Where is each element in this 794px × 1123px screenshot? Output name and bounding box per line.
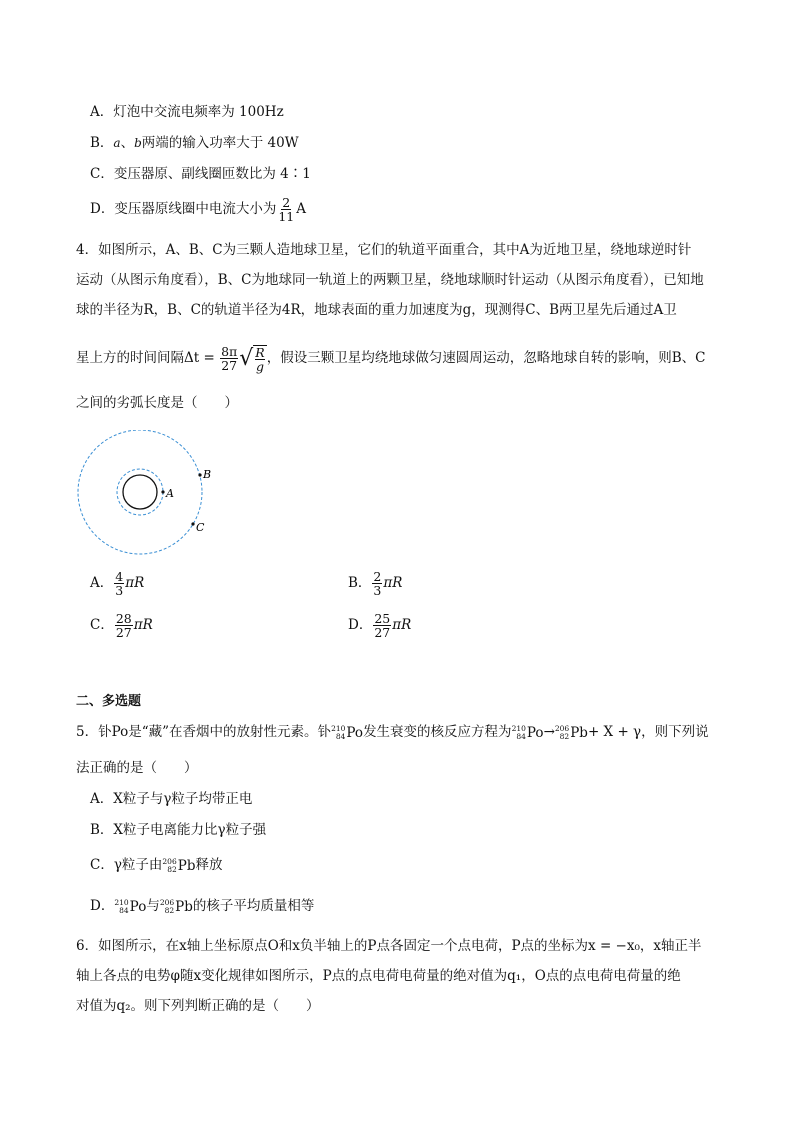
fraction-numerator: 4 — [115, 569, 124, 584]
atomic-number: 82 — [167, 864, 177, 874]
q4-line-4-suffix: ，假设三颗卫星均绕地球做匀速圆周运动，忽略地球自转的影响，则B、C — [266, 350, 706, 366]
q4-line-4-prefix: 星上方的时间间隔Δt = — [76, 350, 215, 366]
pb-nuclide-d — [160, 895, 193, 919]
q6-line-1: 6．如图所示，在x轴上坐标原点O和x负半轴上的P点各固定一个点电荷，P点的坐标为x = −x₀，x轴正半 — [76, 938, 702, 954]
fraction-denominator: 27 — [221, 358, 238, 373]
pb-nuclide-eq — [555, 721, 588, 745]
q4-line-3: 球的半径为R，B、C的轨道半径为4R，地球表面的重力加速度为g，现测得C、B两卫星先后通过A卫 — [76, 302, 677, 318]
element-symbol: Po — [129, 898, 147, 915]
fraction-numerator: 8π — [221, 344, 238, 359]
po-nuclide — [331, 721, 363, 745]
q4-line-4 — [76, 338, 705, 378]
q4-option-b-fraction — [372, 570, 382, 597]
q4-option-d — [348, 608, 411, 642]
q5-line-2: 法正确的是（ ） — [76, 760, 198, 776]
q5-option-b: B．X粒子电离能力比γ粒子强 — [90, 822, 267, 838]
q4-option-c-fraction — [115, 612, 133, 639]
po-nuclide-eq — [512, 721, 544, 745]
atomic-number: 82 — [559, 731, 570, 741]
inner-orbit — [117, 469, 163, 515]
mass-number: 206 — [159, 897, 175, 907]
q3-option-b-text: 两端的输入功率大于 40W — [141, 135, 299, 151]
satellite-b-label: B — [203, 468, 212, 481]
q4-line-5: 之间的劣弧长度是（ ） — [76, 395, 238, 411]
satellite-c-label: C — [196, 521, 205, 534]
q5-option-d-a: D． — [90, 898, 115, 914]
q4-option-a — [90, 566, 144, 600]
option-prefix: A． — [90, 575, 114, 591]
satellite-a-dot — [161, 490, 164, 493]
q3-option-b-a: a — [113, 136, 121, 150]
q3-option-a: A．灯泡中交流电频率为 100Hz — [90, 104, 284, 120]
satellite-c-dot — [191, 522, 194, 525]
fraction-numerator: 2 — [282, 195, 291, 210]
sqrt-denominator: g — [255, 358, 264, 374]
q5-line-1 — [76, 720, 709, 745]
element-symbol: Po — [346, 724, 364, 741]
mass-number: 206 — [162, 856, 177, 866]
q5-option-c — [90, 853, 222, 878]
q5-option-a: A．X粒子与γ粒子均带正电 — [90, 791, 253, 807]
q3-option-d-unit: A — [296, 201, 306, 217]
element-symbol: Po — [526, 724, 544, 741]
q5-option-c-b: 释放 — [195, 857, 223, 873]
pi-r: πR — [133, 617, 153, 633]
q5-line-1-a: 5．钋Po是“藏”在香烟中的放射性元素。钋 — [76, 724, 332, 740]
q3-option-b-b: b — [134, 136, 142, 150]
pi-r: πR — [125, 575, 145, 591]
earth — [123, 475, 157, 509]
fraction-denominator: 11 — [278, 209, 295, 224]
q6-line-3: 对值为q₂。则下列判断正确的是（ ） — [76, 998, 320, 1014]
fraction-denominator: 27 — [374, 625, 391, 640]
q5-option-d-c: 的核子平均质量相等 — [192, 898, 315, 914]
q5-option-c-a: C．γ粒子由 — [90, 857, 163, 873]
q5-line-1-b: 发生衰变的核反应方程为 — [363, 724, 512, 740]
q4-line-2: 运动（从图示角度看），B、C为地球同一轨道上的两颗卫星，绕地球顺时针运动（从图示角度看），已知地 — [76, 272, 704, 288]
fraction-numerator: 25 — [374, 611, 391, 626]
atomic-number: 82 — [164, 905, 175, 915]
mass-number: 210 — [114, 897, 129, 907]
pi-r: πR — [392, 617, 412, 633]
q4-option-d-fraction — [373, 612, 391, 639]
q4-option-c — [90, 608, 153, 642]
atomic-number: 84 — [335, 731, 346, 741]
outer-orbit — [78, 430, 202, 554]
fraction-numerator: 2 — [373, 569, 382, 584]
element-symbol: Pb — [177, 857, 196, 874]
q4-sqrt: √ $\frac{R}{g}$ — [239, 344, 265, 374]
q6-line-2: 轴上各点的电势φ随x变化规律如图所示，P点的点电荷电荷量的绝对值为q₁，O点的点电荷电荷量的绝 — [76, 968, 681, 984]
atomic-number: 84 — [516, 731, 526, 741]
q3-option-b-sep: 、 — [120, 135, 135, 151]
q3-option-b-prefix: B． — [90, 135, 114, 151]
fraction-numerator: 28 — [115, 611, 132, 626]
q3-option-c: C．变压器原、副线圈匝数比为 4∶1 — [90, 166, 311, 182]
fraction-denominator: 3 — [373, 583, 382, 598]
pb-nuclide — [162, 854, 195, 878]
mass-number: 210 — [331, 723, 346, 733]
option-prefix: D． — [348, 617, 373, 633]
q5-line-1-c: + X + γ，则下列说 — [587, 724, 709, 740]
q3-option-d-prefix: D．变压器原线圈中电流大小为 — [90, 201, 277, 217]
fraction-denominator: 27 — [115, 625, 132, 640]
q5-option-d — [90, 894, 314, 919]
section-title: 二、多选题 — [76, 694, 142, 709]
fraction-denominator: 3 — [115, 583, 124, 598]
satellite-a-label: A — [166, 487, 174, 500]
atomic-number: 84 — [119, 905, 129, 915]
q5-option-d-b: 与 — [146, 898, 160, 914]
element-symbol: Pb — [175, 898, 193, 915]
option-prefix: C． — [90, 617, 114, 633]
mass-number: 206 — [554, 723, 570, 733]
q4-option-b — [348, 566, 402, 600]
satellite-b-dot — [198, 473, 201, 476]
q3-option-b — [90, 133, 299, 153]
sqrt-numerator: R — [255, 344, 265, 360]
orbit-diagram — [70, 430, 220, 560]
q4-dt-fraction — [220, 345, 238, 372]
q3-option-d — [90, 192, 306, 226]
reaction-arrow: → — [543, 724, 555, 740]
q4-option-a-fraction — [114, 570, 124, 597]
q4-line-1: 4．如图所示，A、B、C为三颗人造地球卫星，它们的轨道平面重合，其中A为近地卫星，绕地球逆时针 — [76, 242, 692, 258]
element-symbol: Pb — [570, 724, 588, 741]
q3-option-d-fraction — [277, 196, 295, 223]
po-nuclide-d — [114, 895, 146, 919]
option-prefix: B． — [348, 575, 372, 591]
mass-number: 210 — [511, 723, 526, 733]
pi-r: πR — [383, 575, 403, 591]
